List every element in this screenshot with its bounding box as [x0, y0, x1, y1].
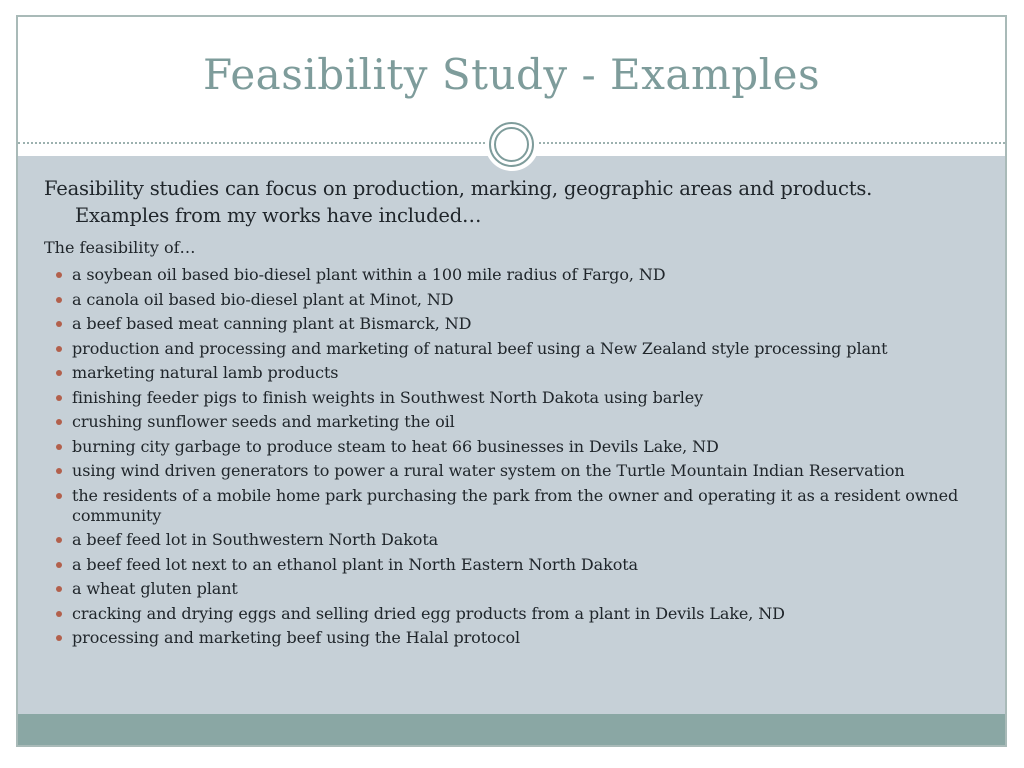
- list-item: [44, 314, 979, 334]
- list-item: [44, 579, 979, 599]
- list-item-text: a beef feed lot in Southwestern North Dakota: [72, 530, 439, 549]
- list-item: [44, 339, 979, 359]
- list-item: [44, 412, 979, 432]
- bullet-icon: [56, 346, 62, 352]
- bullet-icon: [56, 370, 62, 376]
- list-item: [44, 363, 979, 383]
- list-item-text: a beef feed lot next to an ethanol plant in North Eastern North Dakota: [72, 554, 639, 574]
- list-item: [44, 265, 979, 285]
- bullet-icon: [56, 586, 62, 592]
- bullet-icon: [56, 321, 62, 327]
- circle-ornament-icon: [485, 117, 539, 171]
- circle-ornament-outer-ring: [489, 122, 534, 167]
- bullet-icon: [56, 611, 62, 617]
- list-item-text: a wheat gluten plant: [72, 579, 238, 598]
- list-item-text: the residents of a mobile home park purchasing the park from the owner and operating it as a resident owned community: [72, 485, 959, 525]
- list-item-text: a canola oil based bio-diesel plant at Minot, ND: [72, 289, 454, 309]
- list-item: [44, 461, 979, 481]
- list-item: [44, 604, 979, 624]
- bullet-icon: [56, 635, 62, 641]
- list-item-text: using wind driven generators to power a rural water system on the Turtle Mountain Indian Reservation: [72, 461, 905, 480]
- bullet-icon: [56, 468, 62, 474]
- bullet-icon: [56, 297, 62, 303]
- list-item-text: burning city garbage to produce steam to heat 66 businesses in Devils Lake, ND: [72, 436, 719, 456]
- list-item-text: crushing sunflower seeds and marketing the oil: [72, 412, 455, 431]
- list-item: [44, 388, 979, 408]
- bullet-icon: [56, 419, 62, 425]
- list-item-text: marketing natural lamb products: [72, 363, 339, 382]
- feasibility-examples-list: [44, 265, 979, 648]
- intro-paragraph: [44, 175, 979, 229]
- list-item-text: a soybean oil based bio-diesel plant within a 100 mile radius of Fargo, ND: [72, 265, 666, 284]
- bullet-icon: [56, 537, 62, 543]
- bullet-icon: [56, 444, 62, 450]
- slide-body: [18, 156, 1005, 716]
- bullet-icon: [56, 272, 62, 278]
- list-item: [44, 628, 979, 648]
- list-item: [44, 290, 979, 310]
- list-item: [44, 437, 979, 457]
- bullet-icon: [56, 562, 62, 568]
- lead-text: The feasibility of…: [44, 238, 196, 257]
- footer-band: [18, 714, 1005, 745]
- list-item: [44, 530, 979, 550]
- list-item-text: a beef based meat canning plant at Bismarck, ND: [72, 314, 472, 333]
- bullet-icon: [56, 493, 62, 499]
- list-item: [44, 486, 979, 526]
- bullet-icon: [56, 395, 62, 401]
- list-item-text: cracking and drying eggs and selling dried egg products from a plant in Devils Lake, ND: [72, 603, 785, 623]
- list-item-text: production and processing and marketing of natural beef using a New Zealand style processing plant: [72, 338, 888, 358]
- slide-frame: [16, 15, 1007, 747]
- list-item-text: finishing feeder pigs to finish weights in Southwest North Dakota using barley: [72, 387, 704, 407]
- list-item-text: processing and marketing beef using the Halal protocol: [72, 628, 520, 647]
- slide-title: Feasibility Study - Examples: [202, 50, 820, 99]
- list-item: [44, 555, 979, 575]
- circle-ornament-inner-ring: [494, 127, 529, 162]
- intro-line-2: Examples from my works have included…: [75, 204, 482, 227]
- intro-line-1: Feasibility studies can focus on production, marking, geographic areas and products.: [44, 177, 873, 200]
